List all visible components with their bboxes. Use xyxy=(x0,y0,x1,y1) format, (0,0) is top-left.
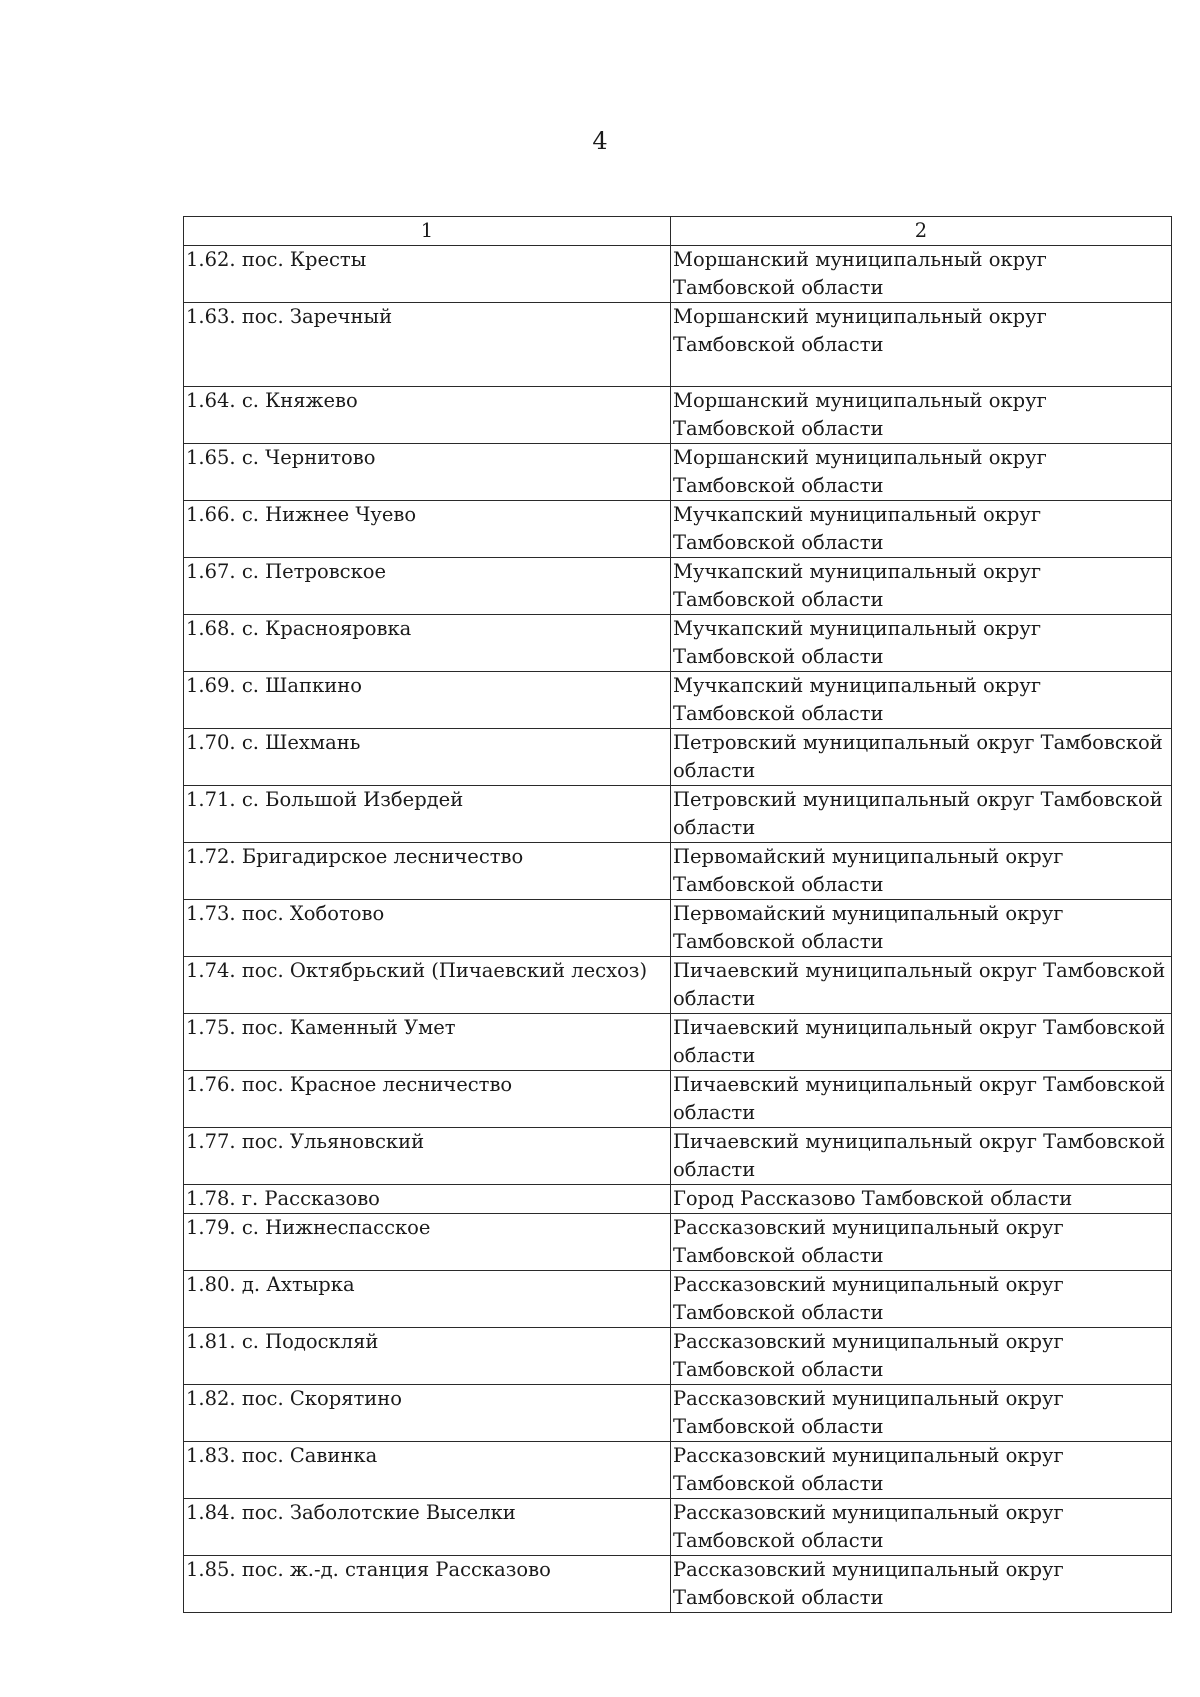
table-row xyxy=(184,1556,1172,1613)
page-number: 4 xyxy=(592,127,608,155)
settlement-cell: 1.81. с. Подоскляй xyxy=(184,1328,671,1385)
settlement-cell: 1.77. пос. Ульяновский xyxy=(184,1128,671,1185)
district-cell: Рассказовский муниципальный округ Тамбовской области xyxy=(671,1499,1172,1556)
district-cell: Пичаевский муниципальный округ Тамбовской области xyxy=(671,1128,1172,1185)
settlement-cell: 1.78. г. Рассказово xyxy=(184,1185,671,1214)
table-row xyxy=(184,1271,1172,1328)
district-cell: Рассказовский муниципальный округ Тамбовской области xyxy=(671,1442,1172,1499)
table-row xyxy=(184,246,1172,303)
district-cell: Моршанский муниципальный округ Тамбовской области xyxy=(671,444,1172,501)
settlement-cell: 1.83. пос. Савинка xyxy=(184,1442,671,1499)
table-row xyxy=(184,501,1172,558)
settlement-cell: 1.70. с. Шехмань xyxy=(184,729,671,786)
district-cell: Первомайский муниципальный округ Тамбовской области xyxy=(671,843,1172,900)
settlement-cell: 1.79. с. Нижнеспасское xyxy=(184,1214,671,1271)
district-cell: Пичаевский муниципальный округ Тамбовской области xyxy=(671,1014,1172,1071)
settlement-cell: 1.72. Бригадирское лесничество xyxy=(184,843,671,900)
district-cell: Рассказовский муниципальный округ Тамбовской области xyxy=(671,1328,1172,1385)
district-cell: Моршанский муниципальный округ Тамбовской области xyxy=(671,387,1172,444)
settlement-cell: 1.68. с. Краснояровка xyxy=(184,615,671,672)
district-cell: Рассказовский муниципальный округ Тамбовской области xyxy=(671,1385,1172,1442)
district-cell: Рассказовский муниципальный округ Тамбовской области xyxy=(671,1271,1172,1328)
settlement-cell: 1.63. пос. Заречный xyxy=(184,303,671,387)
settlement-cell: 1.62. пос. Кресты xyxy=(184,246,671,303)
settlement-cell: 1.76. пос. Красное лесничество xyxy=(184,1071,671,1128)
table-row xyxy=(184,303,1172,387)
table-row xyxy=(184,1328,1172,1385)
table-row xyxy=(184,615,1172,672)
table-row xyxy=(184,729,1172,786)
table-row xyxy=(184,1499,1172,1556)
district-cell: Пичаевский муниципальный округ Тамбовской области xyxy=(671,957,1172,1014)
settlement-cell: 1.67. с. Петровское xyxy=(184,558,671,615)
settlement-cell: 1.65. с. Чернитово xyxy=(184,444,671,501)
district-cell: Моршанский муниципальный округ Тамбовской области xyxy=(671,246,1172,303)
column-header-2: 2 xyxy=(671,217,1172,246)
table-row xyxy=(184,1385,1172,1442)
district-cell: Мучкапский муниципальный округ Тамбовской области xyxy=(671,501,1172,558)
settlement-cell: 1.66. с. Нижнее Чуево xyxy=(184,501,671,558)
settlement-cell: 1.75. пос. Каменный Умет xyxy=(184,1014,671,1071)
table-row xyxy=(184,672,1172,729)
district-cell: Моршанский муниципальный округ Тамбовской области xyxy=(671,303,1172,387)
district-cell: Город Рассказово Тамбовской области xyxy=(671,1185,1172,1214)
district-cell: Пичаевский муниципальный округ Тамбовской области xyxy=(671,1071,1172,1128)
table-row xyxy=(184,843,1172,900)
settlement-cell: 1.69. с. Шапкино xyxy=(184,672,671,729)
district-cell: Мучкапский муниципальный округ Тамбовской области xyxy=(671,558,1172,615)
table-row xyxy=(184,387,1172,444)
settlement-cell: 1.80. д. Ахтырка xyxy=(184,1271,671,1328)
table-row xyxy=(184,1128,1172,1185)
district-cell: Петровский муниципальный округ Тамбовской области xyxy=(671,786,1172,843)
settlement-cell: 1.74. пос. Октябрьский (Пичаевский лесхоз) xyxy=(184,957,671,1014)
table-header-row xyxy=(184,217,1172,246)
district-cell: Рассказовский муниципальный округ Тамбовской области xyxy=(671,1556,1172,1613)
table-row xyxy=(184,1071,1172,1128)
district-cell: Петровский муниципальный округ Тамбовской области xyxy=(671,729,1172,786)
settlement-cell: 1.85. пос. ж.-д. станция Рассказово xyxy=(184,1556,671,1613)
settlement-cell: 1.64. с. Княжево xyxy=(184,387,671,444)
settlement-cell: 1.84. пос. Заболотские Выселки xyxy=(184,1499,671,1556)
settlements-table xyxy=(183,216,1172,1613)
table-row xyxy=(184,1214,1172,1271)
column-header-1: 1 xyxy=(184,217,671,246)
settlement-cell: 1.82. пос. Скорятино xyxy=(184,1385,671,1442)
district-cell: Мучкапский муниципальный округ Тамбовской области xyxy=(671,672,1172,729)
table-row xyxy=(184,786,1172,843)
table-row xyxy=(184,957,1172,1014)
table-row xyxy=(184,1014,1172,1071)
settlement-cell: 1.71. с. Большой Избердей xyxy=(184,786,671,843)
table-row xyxy=(184,558,1172,615)
settlement-cell: 1.73. пос. Хоботово xyxy=(184,900,671,957)
table-row xyxy=(184,444,1172,501)
district-cell: Мучкапский муниципальный округ Тамбовской области xyxy=(671,615,1172,672)
table-row xyxy=(184,1185,1172,1214)
table-row xyxy=(184,900,1172,957)
table-row xyxy=(184,1442,1172,1499)
district-cell: Рассказовский муниципальный округ Тамбовской области xyxy=(671,1214,1172,1271)
district-cell: Первомайский муниципальный округ Тамбовской области xyxy=(671,900,1172,957)
